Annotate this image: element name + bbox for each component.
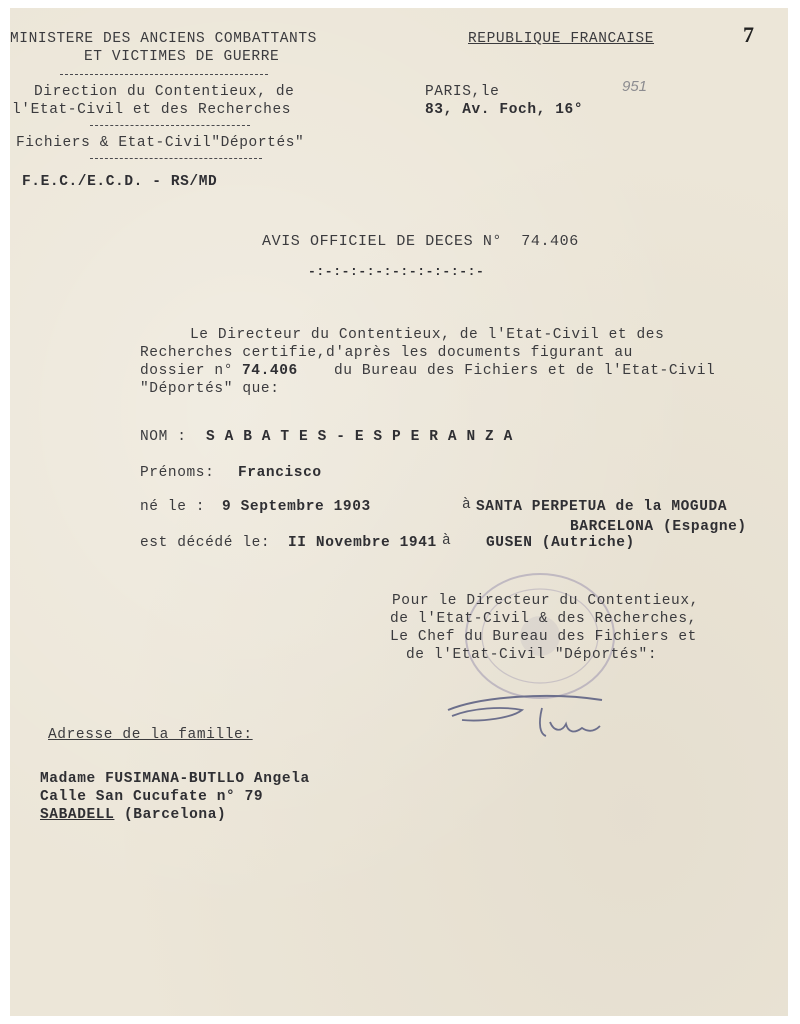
family-region: (Barcelona) xyxy=(124,807,227,823)
signature-icon xyxy=(442,688,612,748)
death-place: GUSEN (Autriche) xyxy=(486,535,635,551)
prenoms-value: Francisco xyxy=(238,465,322,481)
body-line-4: "Déportés" que: xyxy=(140,381,280,397)
birth-place-prefix: à xyxy=(462,497,472,513)
nom-label: NOM : xyxy=(140,429,187,445)
birth-label: né le : xyxy=(140,499,206,515)
divider xyxy=(60,74,268,75)
body-line-1: Le Directeur du Contentieux, de l'Etat-Civil et des xyxy=(190,327,665,343)
republic-title: REPUBLIQUE FRANCAISE xyxy=(468,31,655,47)
document-page xyxy=(10,8,788,1016)
ministry-line-2: ET VICTIMES DE GUERRE xyxy=(84,49,280,65)
title-ornament: -:-:-:-:-:-:-:-:-:-:- xyxy=(308,264,485,279)
body-line-3b: du Bureau des Fichiers et de l'Etat-Civil xyxy=(334,363,716,379)
birth-place-region: BARCELONA (Espagne) xyxy=(570,519,747,535)
birth-date: 9 Septembre 1903 xyxy=(222,499,371,515)
death-date: II Novembre 1941 xyxy=(288,535,437,551)
ministry-line-1: MINISTERE DES ANCIENS COMBATTANTS xyxy=(10,31,317,47)
birth-place: SANTA PERPETUA de la MOGUDA xyxy=(476,499,728,515)
reference-code: F.E.C./E.C.D. - RS/MD xyxy=(22,174,218,190)
service-name: Fichiers & Etat-Civil"Déportés" xyxy=(16,135,305,151)
page-number: 7 xyxy=(743,22,754,47)
direction-line-2: l'Etat-Civil et des Recherches xyxy=(12,102,292,118)
death-label: est décédé le: xyxy=(140,535,271,551)
family-street: Calle San Cucufate n° 79 xyxy=(40,789,264,805)
prenoms-label: Prénoms: xyxy=(140,465,215,481)
dossier-number: 74.406 xyxy=(242,363,298,379)
office-address: 83, Av. Foch, 16° xyxy=(425,102,584,118)
family-address-label: Adresse de la famille: xyxy=(48,727,253,743)
signature-line-4: de l'Etat-Civil "Déportés": xyxy=(406,647,658,663)
direction-line-1: Direction du Contentieux, de xyxy=(34,84,295,100)
family-name: Madame FUSIMANA-BUTLLO Angela xyxy=(40,771,310,787)
handwritten-date: 951 xyxy=(622,78,648,95)
body-line-2: Recherches certifie,d'après les documents figurant au xyxy=(140,345,633,361)
signature-line-2: de l'Etat-Civil & des Recherches, xyxy=(390,611,697,627)
family-city: SABADELL xyxy=(40,807,115,823)
death-place-prefix: à xyxy=(442,533,452,549)
city-date: PARIS,le xyxy=(425,84,500,100)
divider xyxy=(90,125,250,126)
signature-line-1: Pour le Directeur du Contentieux, xyxy=(392,593,699,609)
document-title: AVIS OFFICIEL DE DECES N° 74.406 xyxy=(262,233,579,250)
body-line-3a: dossier n° xyxy=(140,363,234,379)
nom-value: S A B A T E S - E S P E R A N Z A xyxy=(206,429,513,445)
signature-line-3: Le Chef du Bureau des Fichiers et xyxy=(390,629,697,645)
divider xyxy=(90,158,262,159)
